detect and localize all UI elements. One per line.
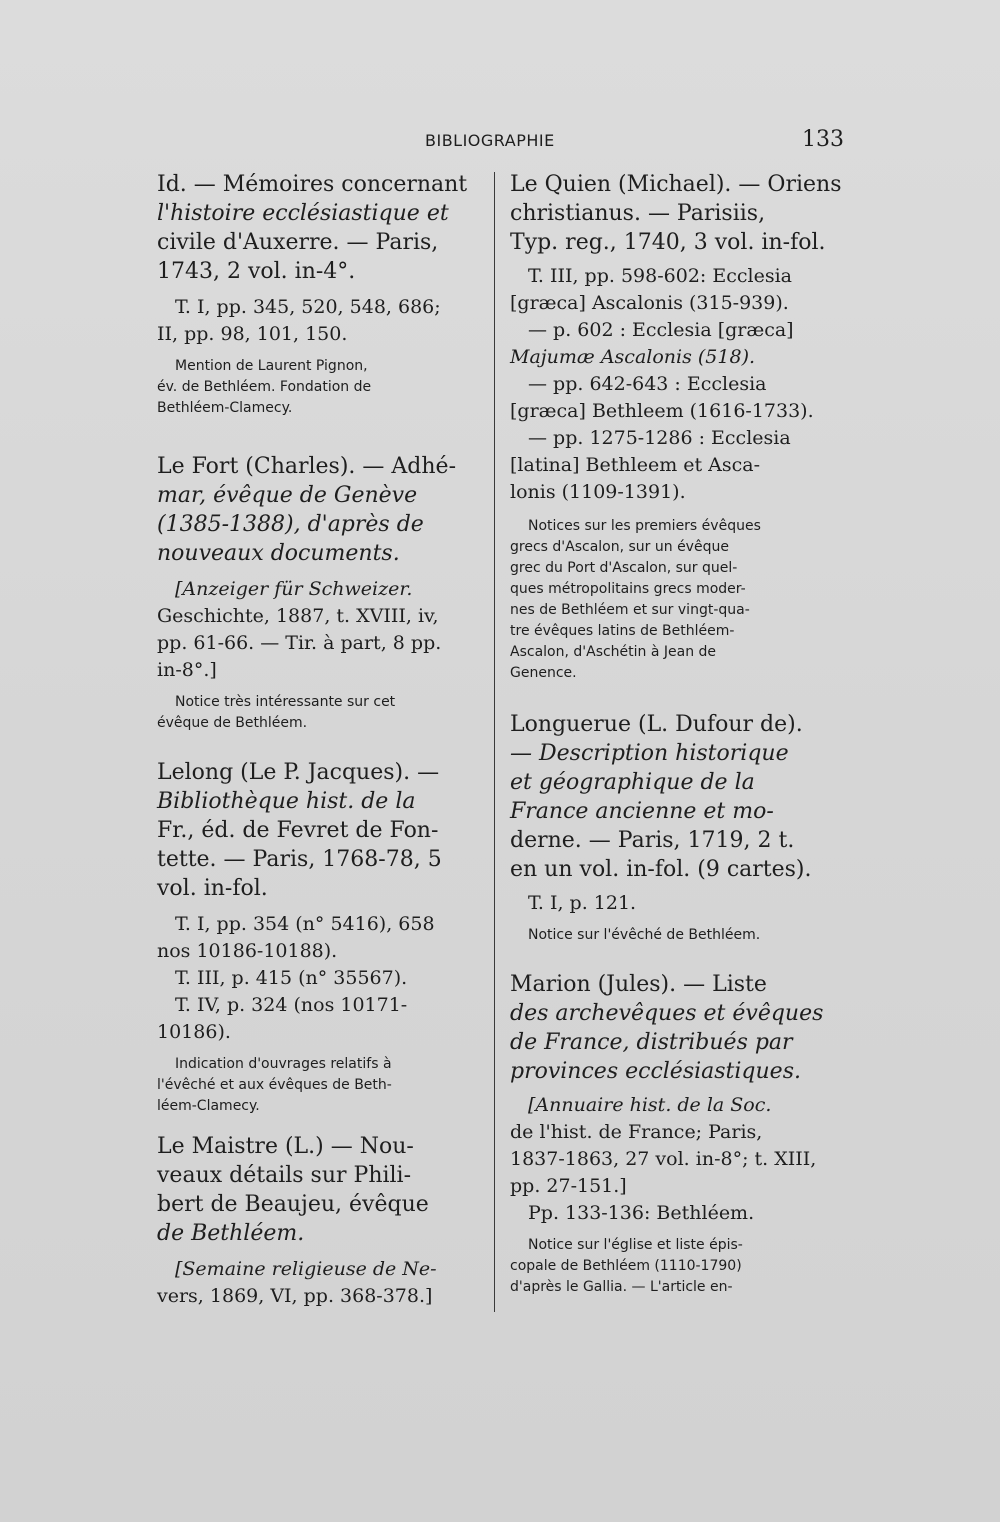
entry-citation: T. III, pp. 598-602: Ecclesia [græca] Ascalonis (315-939). — p. 602 : Ecclesia [græca] Majumæ Ascalonis (518). — pp. 642-643 : Ecclesia [græca] Bethleem (1616-1733). — pp. 1275-1286 : Ecclesia [latina] Bethleem et Asca- lonis (1109-1391). bbox=[510, 265, 814, 503]
entry-note: Notice très intéressante sur cet évêque de Bethléem. bbox=[157, 694, 396, 731]
entry-heading: Longuerue (L. Dufour de). — Description historique et géographique de la France ancienne et mo- derne. — Paris, 1719, 2 t. en un vol. in-fol. (9 cartes). bbox=[510, 712, 812, 882]
bibliography-entry bbox=[157, 452, 487, 734]
entry-citation: [Anzeiger für Schweizer. Geschichte, 1887, t. XVIII, iv, pp. 61-66. — Tir. à part, 8 pp. in-8°.] bbox=[157, 578, 442, 681]
entry-note: Mention de Laurent Pignon, év. de Bethléem. Fondation de Bethléem-Clamecy. bbox=[157, 358, 372, 416]
entry-note: Notice sur l'église et liste épis- copale de Bethléem (1110-1790) d'après le Gallia. — L'article en- bbox=[510, 1237, 743, 1295]
entry-citation: T. I, pp. 345, 520, 548, 686; II, pp. 98, 101, 150. bbox=[157, 296, 441, 345]
entry-note: Notice sur l'évêché de Bethléem. bbox=[528, 927, 761, 943]
entry-heading: Le Fort (Charles). — Adhé- mar, évêque de Genève (1385-1388), d'après de nouveaux documents. bbox=[157, 454, 456, 566]
bibliography-entry bbox=[157, 170, 487, 419]
entry-note: Notices sur les premiers évêques grecs d'Ascalon, sur un évêque grec du Port d'Ascalon, sur quel- ques métropolitains grecs moder- nes de Bethléem et sur vingt-qua- tre évêques latins de Bethléem- Ascalon, d'Aschétin à Jean de Genence. bbox=[510, 518, 761, 681]
entry-citation: T. I, pp. 354 (n° 5416), 658 nos 10186-10188). T. III, p. 415 (n° 35567). T. IV, p. 324 (nos 10171- 10186). bbox=[157, 913, 435, 1043]
entry-note: Indication d'ouvrages relatifs à l'évêché et aux évêques de Beth- léem-Clamecy. bbox=[157, 1056, 392, 1114]
entry-heading: Lelong (Le P. Jacques). — Bibliothèque hist. de la Fr., éd. de Fevret de Fon- tette. — Paris, 1768-78, 5 vol. in-fol. bbox=[157, 760, 442, 901]
bibliography-entry bbox=[510, 710, 840, 946]
entry-citation: [Semaine religieuse de Ne- vers, 1869, VI, pp. 368-378.] bbox=[157, 1258, 437, 1307]
bibliography-entry bbox=[510, 170, 840, 684]
entry-citation: T. I, p. 121. bbox=[528, 892, 637, 914]
bibliography-entry bbox=[157, 758, 487, 1117]
entry-heading: Marion (Jules). — Liste des archevêques et évêques de France, distribués par provinces ecclésiastiques. bbox=[510, 972, 824, 1084]
bibliography-entry bbox=[510, 970, 840, 1298]
page-number: 133 bbox=[802, 127, 844, 152]
entry-citation: [Annuaire hist. de la Soc. de l'hist. de France; Paris, 1837-1863, 27 vol. in-8°; t. XIII, pp. 27-151.] Pp. 133-136: Bethléem. bbox=[510, 1094, 817, 1224]
entry-heading: Le Quien (Michael). — Oriens christianus. — Parisiis, Typ. reg., 1740, 3 vol. in-fol. bbox=[510, 172, 842, 255]
entry-heading: Id. — Mémoires concernant l'histoire ecclésiastique et civile d'Auxerre. — Paris, 1743, 2 vol. in-4°. bbox=[157, 172, 468, 284]
entry-heading: Le Maistre (L.) — Nou- veaux détails sur Phili- bert de Beaujeu, évêque de Bethléem. bbox=[157, 1134, 429, 1246]
column-divider bbox=[494, 172, 495, 1312]
bibliography-entry bbox=[157, 1132, 487, 1310]
running-header: BIBLIOGRAPHIE bbox=[425, 131, 555, 150]
